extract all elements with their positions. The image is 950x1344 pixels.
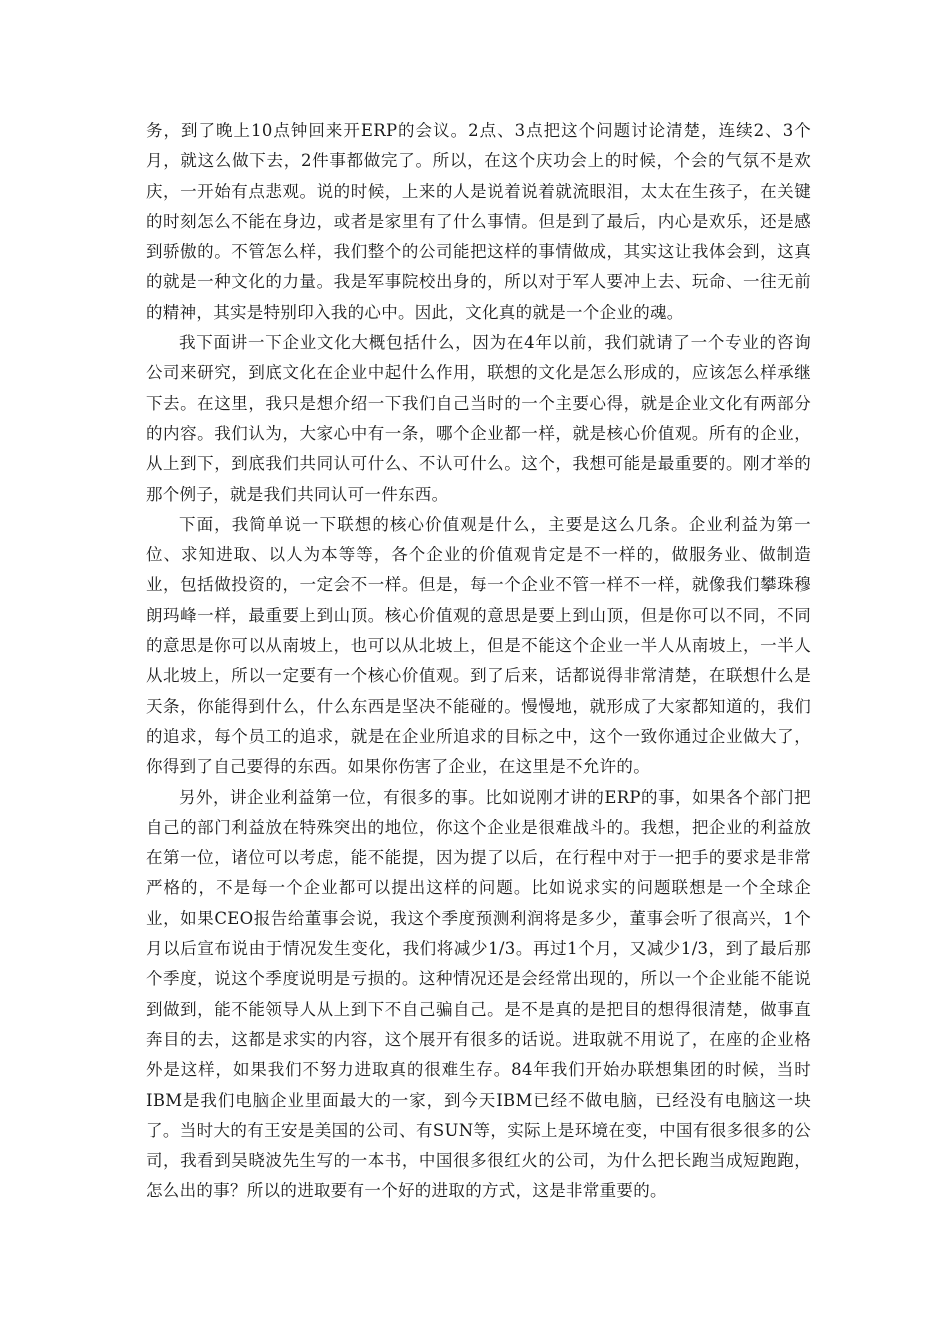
document-body — [146, 116, 811, 1207]
paragraph-1: 务，到了晚上10点钟回来开ERP的会议。2点、3点把这个问题讨论清楚，连续2、3个月，就这么做下去，2件事都做完了。所以，在这个庆功会上的时候，个会的气氛不是欢庆，一开始有点悲观。说的时候，上来的人是说着说着就流眼泪，太太在生孩子，在关键的时刻怎么不能在身边，或者是家里有了什么事情。但是到了最后，内心是欢乐，还是感到骄傲的。不管怎么样，我们整个的公司能把这样的事情做成，其实这让我体会到，这真的就是一种文化的力量。我是军事院校出身的，所以对于军人要冲上去、玩命、一往无前的精神，其实是特别印入我的心中。因此，文化真的就是一个企业的魂。 — [146, 121, 811, 322]
paragraph-4: 另外，讲企业利益第一位，有很多的事。比如说刚才讲的ERP的事，如果各个部门把自己的部门利益放在特殊突出的地位，你这个企业是很难战斗的。我想，把企业的利益放在第一位，诸位可以考虑，能不能提，因为提了以后，在行程中对于一把手的要求是非常严格的，不是每一个企业都可以提出这样的问题。比如说求实的问题联想是一个全球企业，如果CEO报告给董事会说，我这个季度预测利润将是多少，董事会听了很高兴，1个月以后宣布说由于情况发生变化，我们将减少1/3。再过1个月，又减少1/3，到了最后那个季度，说这个季度说明是亏损的。这种情况还是会经常出现的，所以一个企业能不能说到做到，能不能领导人从上到下不自己骗自己。是不是真的是把目的想得很清楚，做事直奔目的去，这都是求实的内容，这个展开有很多的话说。进取就不用说了，在座的企业格外是这样，如果我们不努力进取真的很难生存。84年我们开始办联想集团的时候，当时IBM是我们电脑企业里面最大的一家，到今天IBM已经不做电脑，已经没有电脑这一块了。当时大的有王安是美国的公司、有SUN等，实际上是环境在变，中国有很多很多的公司，我看到吴晓波先生写的一本书，中国很多很红火的公司，为什么把长跑当成短跑跑，怎么出的事？所以的进取要有一个好的进取的方式，这是非常重要的。 — [146, 787, 811, 1201]
paragraph-2: 我下面讲一下企业文化大概包括什么，因为在4年以前，我们就请了一个专业的咨询公司来研究，到底文化在企业中起什么作用，联想的文化是怎么形成的，应该怎么样承继下去。在这里，我只是想介绍一下我们自己当时的一个主要心得，就是企业文化有两部分的内容。我们认为，大家心中有一条，哪个企业都一样，就是核心价值观。所有的企业，从上到下，到底我们共同认可什么、不认可什么。这个，我想可能是最重要的。刚才举的那个例子，就是我们共同认可一件东西。 — [146, 333, 811, 504]
paragraph-3: 下面，我简单说一下联想的核心价值观是什么，主要是这么几条。企业利益为第一位、求知进取、以人为本等等，各个企业的价值观肯定是不一样的，做服务业、做制造业，包括做投资的，一定会不一样。但是，每一个企业不管一样不一样，就像我们攀珠穆朗玛峰一样，最重要上到山顶。核心价值观的意思是要上到山顶，但是你可以不同，不同的意思是你可以从南坡上，也可以从北坡上，但是不能这个企业一半人从南坡上，一半人从北坡上，所以一定要有一个核心价值观。到了后来，话都说得非常清楚，在联想什么是天条，你能得到什么，什么东西是坚决不能碰的。慢慢地，就形成了大家都知道的，我们的追求，每个员工的追求，就是在企业所追求的目标之中，这个一致你通过企业做大了，你得到了自己要得的东西。如果你伤害了企业，在这里是不允许的。 — [146, 514, 811, 777]
